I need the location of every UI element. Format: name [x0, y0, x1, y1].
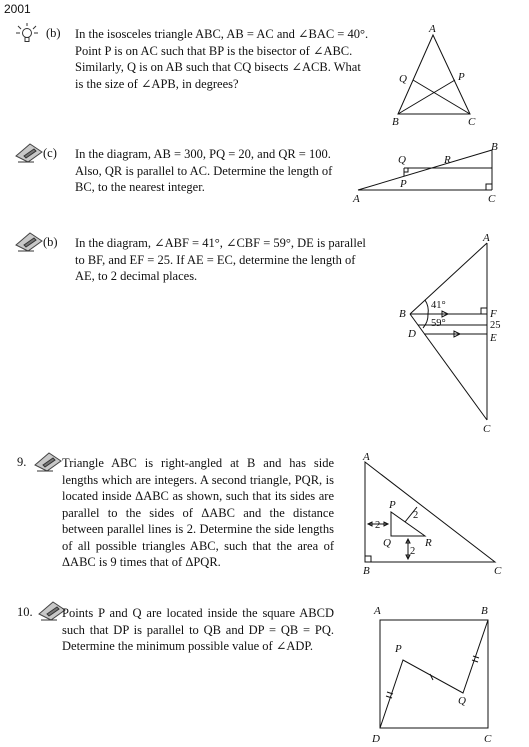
problem-text: In the isosceles triangle ABC, AB = AC and ∠BAC = 40°. Point P is on AC such that BP is the bisector of ∠ABC. Similarly, Q is on AB such that CQ bisects ∠ACB. What is the size of ∠APB, in degrees?	[75, 27, 369, 91]
problem-label: (c)	[43, 146, 57, 160]
vertex-label-c: C	[468, 116, 476, 128]
distance-label-slant: 2	[413, 510, 419, 521]
vertex-label-b: B	[491, 141, 498, 153]
problem-label: 10.	[17, 605, 33, 619]
length-label-ef: 25	[490, 320, 501, 331]
vertex-label-b: B	[392, 116, 399, 128]
problem-label: (b)	[46, 26, 61, 40]
page-year: 2001	[4, 2, 31, 16]
triangle-figure	[388, 22, 488, 132]
vertex-label-b: B	[481, 605, 488, 617]
angle-triangle-figure	[390, 228, 520, 438]
point-label-e: E	[490, 332, 497, 344]
point-label-q: Q	[399, 73, 407, 85]
distance-label-bottom: 2	[410, 546, 416, 557]
vertex-label-r: R	[425, 537, 432, 549]
problem-text: In the diagram, ∠ABF = 41°, ∠CBF = 59°, DE is parallel to BF, and EF = 25. If AE = EC, determine the length of AE, to 2 decimal places.	[75, 236, 366, 283]
vertex-label-c: C	[488, 193, 496, 205]
vertex-label-c: C	[494, 565, 502, 577]
vertex-label-a: A	[353, 193, 360, 205]
vertex-label-a: A	[363, 451, 370, 463]
problem-label: 9.	[17, 455, 27, 469]
angle-label-41: 41°	[431, 300, 446, 311]
point-label-p: P	[395, 643, 402, 655]
parallel-segment-figure	[350, 138, 510, 208]
vertex-label-d: D	[372, 733, 380, 745]
pencil-icon	[14, 142, 44, 164]
vertex-label-c: C	[484, 733, 492, 745]
point-label-f: F	[490, 308, 497, 320]
lightbulb-icon	[14, 22, 40, 44]
point-label-d: D	[408, 328, 416, 340]
point-label-q: Q	[398, 154, 406, 166]
vertex-label-a: A	[429, 23, 436, 35]
point-label-p: P	[458, 71, 465, 83]
pencil-icon	[14, 231, 44, 253]
vertex-label-b: B	[399, 308, 406, 320]
point-label-r: R	[444, 154, 451, 166]
vertex-label-a: A	[483, 232, 490, 244]
vertex-label-b: B	[363, 565, 370, 577]
problem-text: Triangle ABC is right-angled at B and has side lengths which are integers. A second triangle, PQR, is located inside ΔABC as shown, such that its sides are parallel to the sides of ΔABC and the distance between parallel lines is 2. Determine the side lengths of all possible triangles ABC, such that the area of ΔABC is 9 times that of ΔPQR.	[62, 456, 334, 569]
pencil-icon	[33, 451, 63, 473]
point-label-p: P	[400, 178, 407, 190]
problem-label: (b)	[43, 235, 58, 249]
vertex-label-p: P	[389, 499, 396, 511]
vertex-label-c: C	[483, 423, 491, 435]
vertex-label-a: A	[374, 605, 381, 617]
vertex-label-q: Q	[383, 537, 391, 549]
angle-label-59: 59°	[431, 318, 446, 329]
problem-text: In the diagram, AB = 300, PQ = 20, and QR = 100. Also, QR is parallel to AC. Determine the length of BC, to the nearest integer.	[75, 147, 333, 194]
square-figure	[368, 600, 498, 745]
point-label-q: Q	[458, 695, 466, 707]
distance-label-left: 2	[375, 520, 381, 531]
nested-triangles-figure	[355, 450, 515, 578]
problem-text: Points P and Q are located inside the square ABCD such that DP is parallel to QB and DP = QB = PQ. Determine the minimum possible value of ∠ADP.	[62, 606, 334, 653]
